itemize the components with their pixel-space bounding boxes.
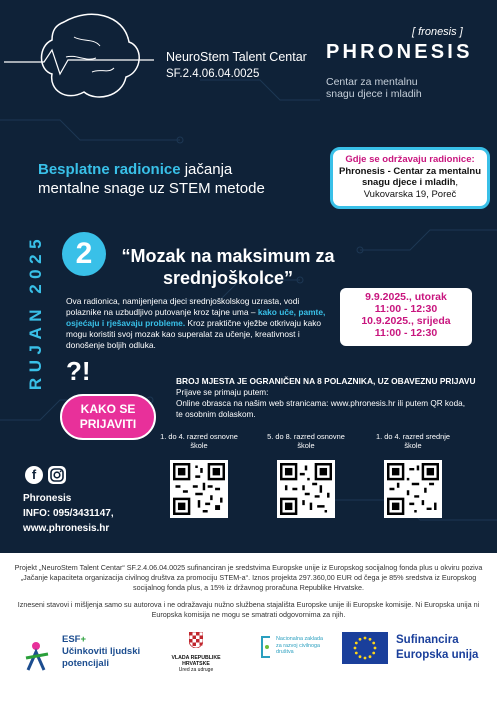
desc-highlight: kako uče, pamte, osjećaju i rješavaju probleme. (66, 307, 326, 328)
contact-info: INFO: 095/3431147, (23, 508, 114, 519)
qr-code[interactable] (384, 460, 442, 518)
footer-line: Izneseni stavovi i mišljenja samo su autorova i ne odražavaju nužno službena stajališta Europske unije ili Europske komisije. Ni Europska unija ni (17, 600, 480, 609)
dates-box (340, 288, 472, 346)
instagram-glyph (48, 466, 66, 484)
location-box (330, 147, 490, 209)
location-address: , Vukovarska 19, Poreč (363, 177, 459, 200)
footer-line: Europska komisija ne mogu se smatrati odgovornima za njih. (151, 609, 346, 619)
esf-line-1: Učinkoviti ljudski (62, 646, 141, 657)
qr-code[interactable] (277, 460, 335, 518)
footer-disclaimer (0, 600, 497, 620)
qr-label: 1. do 4. razred srednje škole (376, 432, 450, 450)
location-venue: Phronesis - Centar za mentalnu snagu djece i mladih (339, 165, 482, 188)
footer-line: Projekt „NeuroStem Talent Centar“ SF.2.4.06.04.0025 sufinanciran je sredstvima Europske unije iz Europskog socijalnog fonda plus u okviru poziva (14, 563, 483, 572)
phronesis-subtitle-2: snagu djece i mladih (326, 88, 422, 100)
instagram-icon[interactable] (48, 466, 66, 484)
headline-line2: mentalne snage uz STEM metode (38, 180, 265, 197)
headline (38, 160, 318, 198)
registration-line-2: Online obrasca na našim web stranicama: www.phronesis.hr ili putem QR koda, (176, 399, 465, 408)
time-2: 11:00 - 12:30 (374, 327, 438, 339)
phronesis-subtitle-1: Centar za mentalnu (326, 76, 418, 88)
workshop-title: “Mozak na maksimum za srednjoškolce” (121, 246, 335, 288)
facebook-icon[interactable]: f (25, 466, 43, 484)
footer-funding-text (0, 563, 497, 592)
footer-line: „Jačanje kapaciteta organizacija civilnog društva za promociju STEM-a“. Iznos projekta 297.360,00 EUR od čega je 85% sredstva iz Europskog (20, 572, 477, 582)
qr-label: 5. do 8. razred osnovne škole (267, 432, 345, 450)
esf-figure-icon (24, 640, 58, 674)
phronesis-tag: [ fronesis ] (412, 26, 463, 38)
vlada-logo (160, 632, 232, 673)
vlada-line-2: Ured za udruge (178, 667, 214, 673)
workshop-number-badge: 2 (62, 232, 106, 276)
how-to-register-bubble: KAKO SE PRIJAVITI (60, 394, 156, 440)
eu-stars-icon (342, 632, 388, 664)
date-1: 9.9.2025., utorak (365, 291, 447, 303)
registration-line-3: te osobnim dolaskom. (176, 410, 256, 419)
date-2: 10.9.2025., srijeda (361, 315, 451, 327)
registration-line-1: Prijave se primaju putem: (176, 388, 269, 397)
eu-flag-icon (342, 632, 388, 664)
desc-part-2: Kroz praktične vježbe otkrivaju kako mogu koristiti svoj mozak kao superalat za učenje, kreativnost i donošenje boljih odluka. (66, 318, 322, 350)
desc-part-1: Ova radionica, namijenjena djeci srednjoškolskog uzrasta, vodi polaznike na uzbudljivo putovanje kroz tajne uma – (66, 296, 300, 317)
headline-highlight: Besplatne radionice (38, 161, 181, 178)
esf-line-2: potencijali (62, 658, 109, 669)
project-code: SF.2.4.06.04.0025 (166, 68, 260, 80)
qr-code[interactable] (170, 460, 228, 518)
qr-pattern (173, 463, 225, 515)
esf-label: ESF (62, 634, 81, 645)
zaklada-text: Nacionalna zaklada za razvoj civilnoga društva (276, 636, 324, 656)
headline-rest: jačanja (180, 161, 233, 178)
phronesis-logo: PHRONESIS (326, 41, 473, 63)
qr-label: 1. do 4. razred osnovne škole (160, 432, 238, 450)
contact-web[interactable]: www.phronesis.hr (23, 523, 110, 534)
qr-card[interactable] (158, 432, 240, 518)
qr-card[interactable] (265, 432, 347, 518)
qr-card[interactable] (372, 432, 454, 518)
esf-logo (24, 634, 144, 674)
esf-plus: + (80, 634, 87, 645)
qr-pattern (387, 463, 439, 515)
brain-pulse-logo (4, 2, 164, 112)
center-name: NeuroStem Talent Centar (166, 50, 307, 64)
vlada-line-1: VLADA REPUBLIKE HRVATSKE (171, 655, 221, 667)
location-label: Gdje se održavaju radionice: (345, 154, 475, 165)
registration-heading: BROJ MJESTA JE OGRANIČEN NA 8 POLAZNIKA, UZ OBAVEZNU PRIJAVU (176, 376, 476, 386)
croatian-coat-of-arms-icon (189, 632, 203, 648)
qr-pattern (280, 463, 332, 515)
month-vertical: RUJAN 2025 (26, 233, 45, 391)
contact-name: Phronesis (23, 493, 72, 504)
eu-line-2: Europska unija (396, 649, 479, 661)
zaklada-logo (260, 636, 330, 676)
question-exclamation: ?! (66, 356, 91, 386)
time-1: 11:00 - 12:30 (374, 303, 438, 315)
funder-logos (0, 628, 497, 678)
footer-line: socijalnog fonda plus, a 15% iz državnog proračuna Republike Hrvatske. (133, 582, 364, 592)
workshop-description (66, 296, 336, 351)
zaklada-bracket-icon (260, 636, 272, 658)
eu-line-1: Sufinancira (396, 634, 459, 646)
